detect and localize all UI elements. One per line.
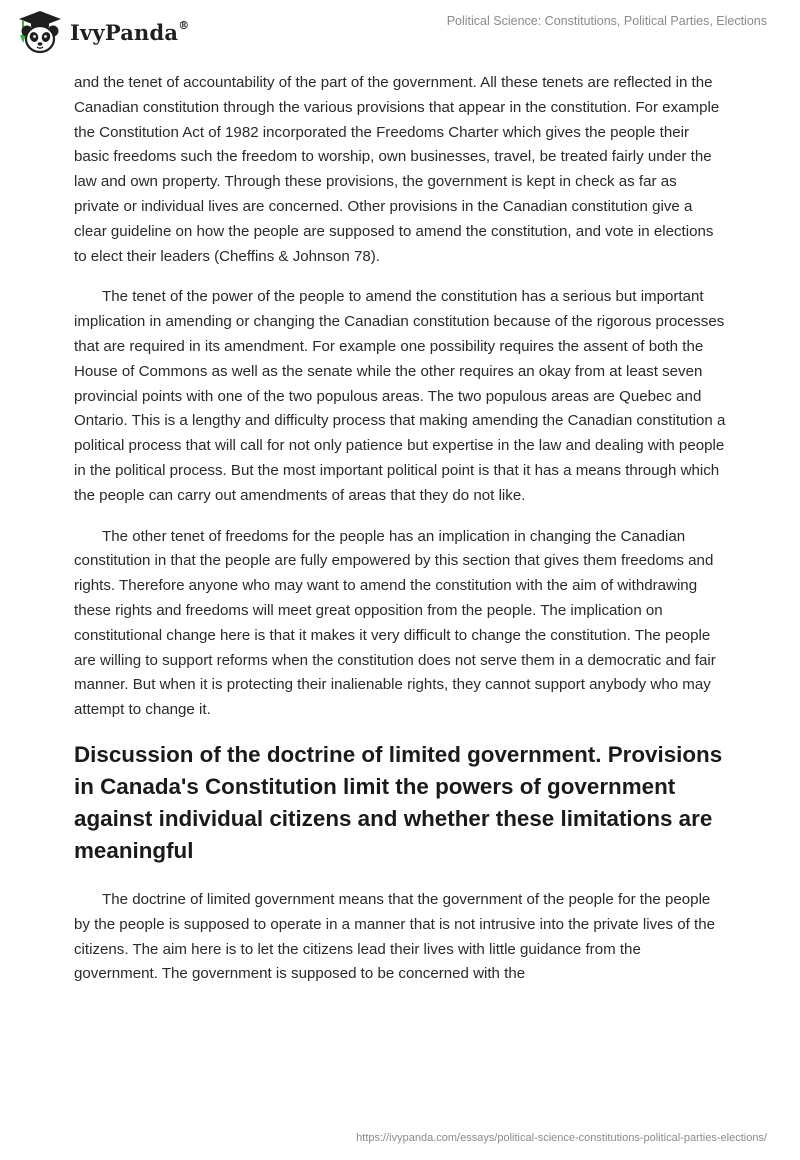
ivypanda-logo[interactable] (14, 8, 189, 56)
registered-mark: ® (178, 18, 190, 32)
logo-text: IvyPanda (70, 19, 179, 45)
paragraph-2: The tenet of the power of the people to amend the constitution has a serious but important implication in amending or changing the Canadian constitution because of the rigorous processes that are required in its amendment. For example one possibility requires the assent of both the House of Commons as well as the senate while the other requires an okay from at least seven provincial points with one of the two populous areas. The two populous areas are Quebec and Ontario. This is a lengthy and difficulty process that making amending the Canadian constitution a political process that will call for not only patience but expertise in the law and dealing with people in the political process. But the most important political point is that it has a means through which the people can carry out amendments of areas that they do not like. (74, 288, 726, 504)
logo-wordmark (70, 20, 189, 45)
paragraph-3: The other tenet of freedoms for the people has an implication in changing the Canadian constitution in that the people are fully empowered by this section that gives them freedoms and rights. Therefore anyone who may want to amend the constitution with the aim of withdrawing these rights and freedoms will meet great opposition from the people. The implication on constitutional change here is that it makes it very difficult to change the constitution. The people are willing to support reforms when the constitution does not serve them in a democratic and fair manner. But when it is protecting their inalienable rights, they cannot support anybody who may attempt to change it. (74, 527, 716, 719)
source-url[interactable]: https://ivypanda.com/essays/political-science-constitutions-political-parties-elections/ (356, 1132, 767, 1144)
section-heading: Discussion of the doctrine of limited government. Provisions in Canada's Constitution limit the powers of government against individual citizens and whether these limitations are meaningful (74, 741, 723, 863)
document-category-title: Political Science: Constitutions, Political Parties, Elections (446, 14, 767, 28)
paragraph-1: and the tenet of accountability of the part of the government. All these tenets are reflected in the Canadian constitution through the various provisions that appear in the constitution. For example the Constitution Act of 1982 incorporated the Freedoms Charter which gives the people their basic freedoms such the freedom to worship, own businesses, travel, be treated fairly under the law and own property. Through these provisions, the government is kept in check as far as private or individual lives are concerned. Other provisions in the Canadian constitution give a clear guideline on how the people are supposed to amend the constitution, and vote in elections to elect their leaders (Cheffins & Johnson 78). (74, 74, 720, 265)
page-header (0, 0, 800, 60)
panda-graduate-icon (14, 9, 66, 55)
paragraph-4: The doctrine of limited government means that the government of the people for the people by the people is supposed to operate in a manner that is not intrusive into the private lives of the citizens. The aim here is to let the citizens lead their lives with little guidance from the government. The government is supposed to be concerned with the (74, 890, 716, 983)
essay-body (74, 71, 726, 1003)
